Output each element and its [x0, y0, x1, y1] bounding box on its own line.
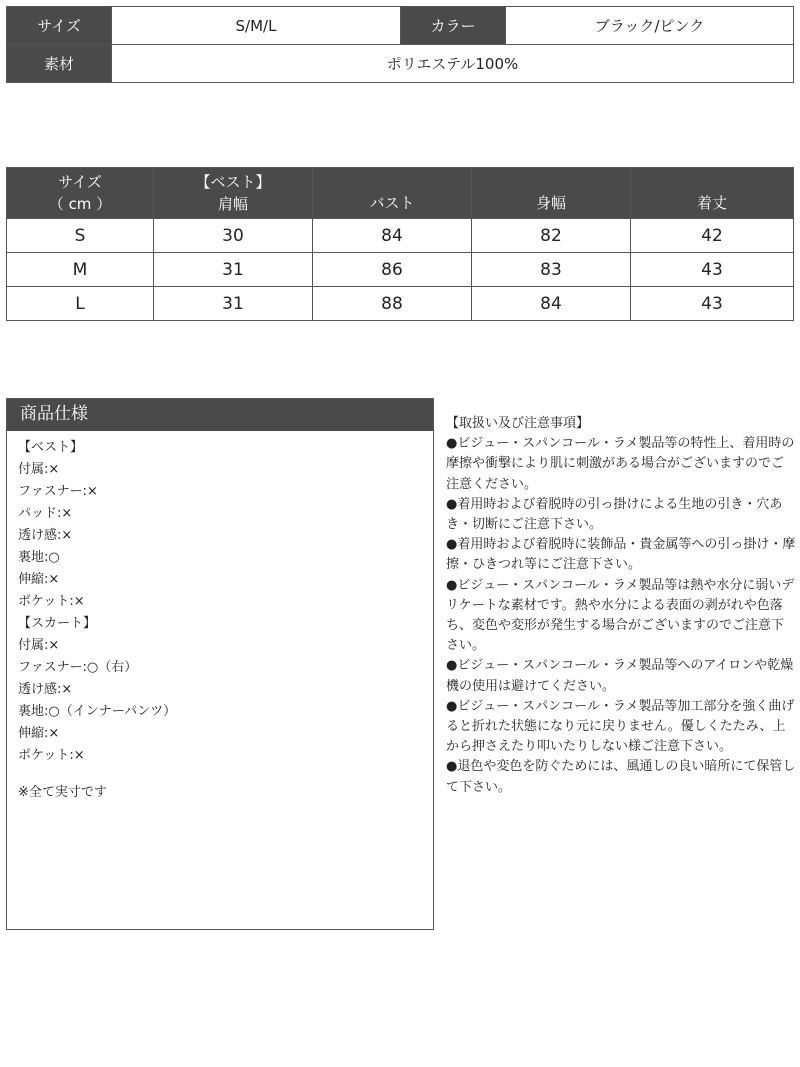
size-header-line1: サイズ: [58, 173, 102, 191]
bust-cell: 84: [313, 219, 472, 253]
length-cell: 43: [631, 253, 794, 287]
shoulder-cell: 31: [154, 253, 313, 287]
table-row: [7, 219, 794, 253]
care-item: ●ビジュー・スパンコール・ラメ製品等は熱や水分に弱いデリケートな素材です。熱や水分による表面の剥がれや色落ち、変色や変形が発生する場合がございますのでご注意下さい。: [446, 577, 795, 654]
shoulder-cell: 31: [154, 287, 313, 321]
body-width-cell: 84: [472, 287, 631, 321]
list-item: 伸縮:×: [18, 572, 60, 587]
shoulder-header: [154, 168, 313, 219]
bust-cell: 88: [313, 287, 472, 321]
care-item: ●着用時および着脱時に装飾品・貴金属等への引っ掛け・摩擦・ひきつれ等にご注意下さい。: [446, 537, 796, 573]
vest-tag: 【ベスト】: [195, 173, 271, 191]
size-table-header: [7, 168, 794, 219]
size-value: S/M/L: [112, 7, 401, 45]
list-item: 伸縮:×: [18, 726, 60, 741]
bust-cell: 86: [313, 253, 472, 287]
list-item: パッド:×: [18, 506, 73, 521]
product-spec-box: [6, 398, 434, 930]
material-value: ポリエステル100%: [112, 45, 794, 83]
list-item: ポケット:×: [18, 594, 85, 609]
shoulder-cell: 30: [154, 219, 313, 253]
care-notes: [446, 414, 796, 798]
size-table: [6, 167, 794, 321]
care-item: ●着用時および着脱時の引っ掛けによる生地の引き・穴あき・切断にご注意下さい。: [446, 496, 783, 533]
list-item: 裏地:○（インナーパンツ）: [18, 704, 177, 719]
size-cell: L: [7, 287, 154, 321]
care-item: ●ビジュー・スパンコール・ラメ製品等へのアイロンや乾燥機の使用は避けてください。: [446, 658, 794, 694]
list-item: 【スカート】: [18, 616, 97, 631]
length-cell: 43: [631, 287, 794, 321]
body-width-cell: 82: [472, 219, 631, 253]
spec-table: [6, 6, 794, 83]
size-cell: S: [7, 219, 154, 253]
body-width-cell: 83: [472, 253, 631, 287]
table-row: [7, 287, 794, 321]
length-header: 着丈: [631, 168, 794, 219]
size-header-line2: （ cm ）: [48, 195, 112, 213]
measurement-note: ※全て実寸です: [18, 785, 107, 800]
product-spec-list: [7, 431, 433, 767]
list-item: 裏地:○: [18, 550, 60, 565]
shoulder-label: 肩幅: [217, 195, 248, 213]
list-item: 透け感:×: [18, 528, 73, 543]
body-width-header: 身幅: [472, 168, 631, 219]
color-value: ブラック/ピンク: [506, 7, 794, 45]
list-item: 【ベスト】: [18, 440, 84, 455]
bust-header: バスト: [313, 168, 472, 219]
size-header: [7, 168, 154, 219]
list-item: 透け感:×: [18, 682, 73, 697]
list-item: 付属:×: [18, 462, 60, 477]
table-row: [7, 253, 794, 287]
list-item: ポケット:×: [18, 748, 85, 763]
list-item: ファスナー:×: [18, 484, 98, 499]
list-item: 付属:×: [18, 638, 60, 653]
product-spec-title: 商品仕様: [7, 399, 433, 431]
spec-row-size-color: [7, 7, 794, 45]
list-item: ファスナー:○（右）: [18, 660, 138, 675]
color-label: カラー: [401, 7, 506, 45]
size-cell: M: [7, 253, 154, 287]
spec-row-material: [7, 45, 794, 83]
care-item: ●退色や変色を防ぐためには、風通しの良い暗所にて保管して下さい。: [446, 759, 796, 795]
care-title: 【取扱い及び注意事項】: [446, 416, 590, 431]
size-label: サイズ: [7, 7, 112, 45]
care-item: ●ビジュー・スパンコール・ラメ製品等の特性上、着用時の摩擦や衝撃により肌に刺激がある場合がございますのでご注意ください。: [446, 436, 795, 492]
material-label: 素材: [7, 45, 112, 83]
care-item: ●ビジュー・スパンコール・ラメ製品等加工部分を強く曲げると折れた状態になり元に戻りません。優しくたたみ、上から押さえたり叩いたりしない様ご注意下さい。: [446, 698, 795, 755]
length-cell: 42: [631, 219, 794, 253]
